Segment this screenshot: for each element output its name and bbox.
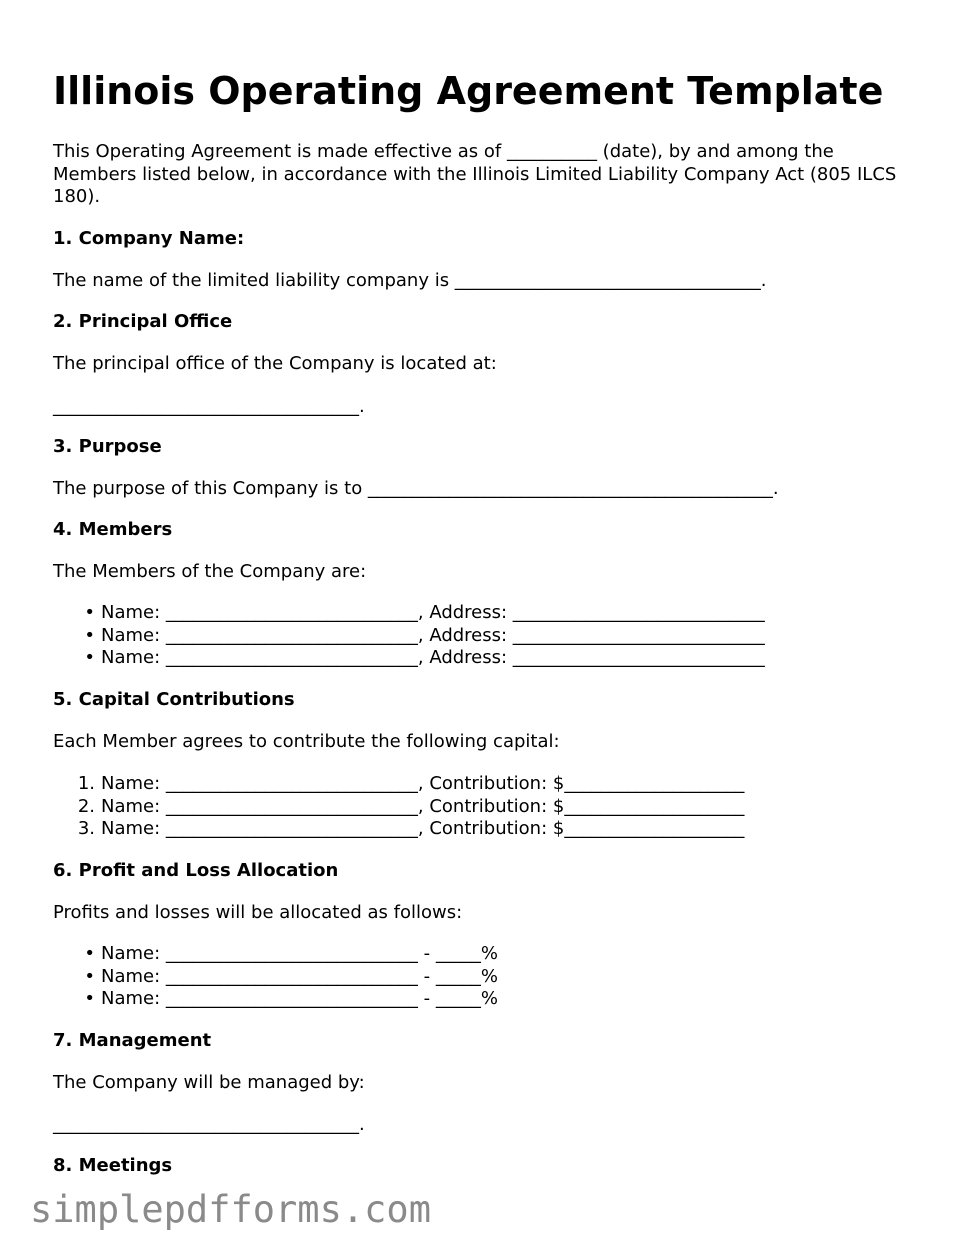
list-item: 2. Name: ____________________________, Contribution: $____________________ [53,796,744,819]
capital-list [53,773,744,841]
management-blank: __________________________________. [53,1114,365,1135]
bullet-marker: • [84,965,95,987]
list-item: • Name: ____________________________, Address: ____________________________ [53,602,765,625]
list-item: 1. Name: ____________________________, Contribution: $____________________ [53,773,744,796]
list-item: • Name: ____________________________, Address: ____________________________ [53,647,765,670]
principal-office-text: The principal office of the Company is located at: [53,353,497,374]
members-text: The Members of the Company are: [53,561,367,582]
profit-loss-text: Profits and losses will be allocated as follows: [53,902,463,923]
principal-office-blank: __________________________________. [53,396,365,417]
number-marker: 2. [77,795,95,817]
section-heading-purpose: 3. Purpose [53,436,162,457]
watermark: simplepdfforms.com [30,1188,431,1231]
section-heading-capital: 5. Capital Contributions [53,689,295,710]
bullet-marker: • [84,988,95,1010]
bullet-marker: • [84,624,95,646]
members-list [53,602,765,670]
section-heading-profit-loss: 6. Profit and Loss Allocation [53,860,339,881]
section-heading-principal-office: 2. Principal Office [53,311,233,332]
purpose-text: The purpose of this Company is to _____________________________________________. [53,478,779,499]
section-heading-members: 4. Members [53,519,173,540]
company-name-text: The name of the limited liability company is __________________________________. [53,270,767,291]
section-heading-management: 7. Management [53,1030,212,1051]
list-item: • Name: ____________________________ - _____% [53,988,498,1011]
capital-text: Each Member agrees to contribute the following capital: [53,731,560,752]
intro-paragraph: This Operating Agreement is made effective as of __________ (date), by and among the Members listed below, in accordance with the Illinois Limited Liability Company Act (805 ILCS 180). [53,141,897,207]
list-item: • Name: ____________________________ - _____% [53,966,498,989]
bullet-marker: • [84,647,95,669]
list-item: • Name: ____________________________, Address: ____________________________ [53,625,765,648]
number-marker: 1. [77,773,95,794]
bullet-marker: • [84,943,95,964]
section-heading-company-name: 1. Company Name: [53,228,245,249]
bullet-marker: • [84,602,95,623]
list-item: 3. Name: ____________________________, Contribution: $____________________ [53,818,744,841]
document-title: Illinois Operating Agreement Template [53,69,884,113]
management-text: The Company will be managed by: [53,1072,365,1093]
list-item: • Name: ____________________________ - _____% [53,943,498,966]
number-marker: 3. [77,818,95,840]
section-heading-meetings: 8. Meetings [53,1155,173,1176]
profit-loss-list [53,943,498,1011]
